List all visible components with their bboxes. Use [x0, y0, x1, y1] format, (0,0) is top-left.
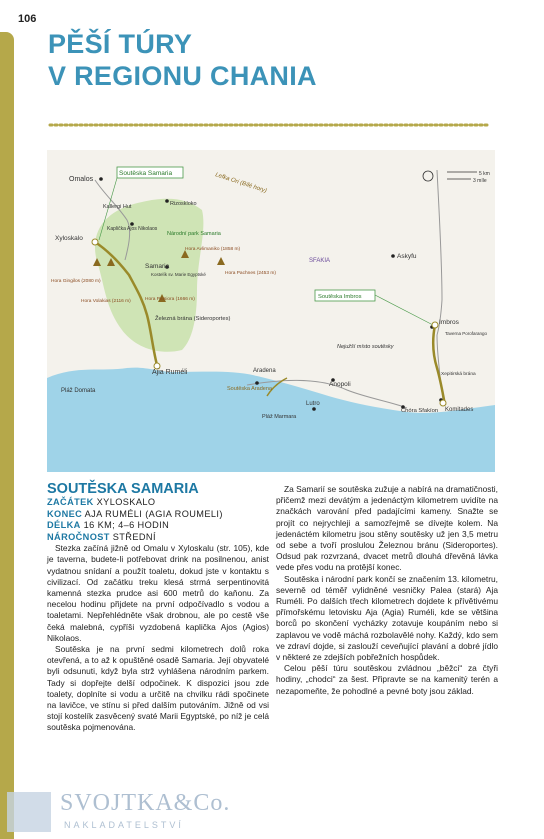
section-title: SOUTĚSKA SAMARIA [47, 481, 199, 497]
map-label-rizoskloko: Rizoskloko [170, 201, 197, 207]
map-label-patsiora: Hora Patsiora (1666 m) [145, 297, 195, 302]
map-label-gingilos: Hora Gingilos (2080 m) [51, 279, 101, 284]
map-label-omalos: Omalos [69, 176, 94, 183]
paragraph: Celou pěší túru soutěskou zvládnou „běžci“ za čtyři hodiny, „chodci“ za šest. Připravte se na kamenitý terén a nezapomeňte, že pohodlné a pevné boty jsou základ. [276, 663, 498, 696]
map-label-imbros: Imbros [439, 319, 459, 326]
map-label-lutro: Lutro [306, 401, 320, 407]
map-label-pachnes: Hora Pachnes (2453 m) [225, 271, 276, 276]
side-color-bar [0, 32, 14, 839]
map-label-askyfu: Askyfu [397, 253, 417, 260]
map-label-komitades: Komitades [445, 407, 474, 413]
map-label-plaz-marmara: Pláž Marmara [262, 414, 297, 420]
dotted-divider [48, 122, 492, 128]
info-row: ZAČÁTEK XYLOSKALO [47, 497, 156, 508]
map-label-taverna: Taverna Porofarango [445, 331, 488, 336]
publisher-logo [0, 788, 230, 839]
map-label-anopoli: Anopoli [329, 381, 351, 388]
map-scale-km: 5 km [479, 171, 490, 177]
map-label-avlimaniko: Hora Avlimaniko (1858 m) [185, 247, 241, 252]
map-label-volakias: Hora Volakias (2116 m) [81, 299, 131, 304]
info-row: DÉLKA 16 KM; 4–6 HODIN [47, 520, 170, 531]
map-label-souteska-aradena: Soutěska Aradena [227, 386, 272, 392]
map-label-kallergi-hut: Kallergi Hut [103, 204, 132, 210]
info-row: KONEC AJA RUMÉLI (AGIA ROUMELI) [47, 508, 223, 519]
page-number: 106 [18, 13, 37, 25]
map-label-narodni-park: Národní park Samaria [167, 231, 221, 237]
map [47, 150, 495, 472]
logo-sub: NAKLADATELSTVÍ [64, 820, 184, 830]
logo-name: SVOJTKA&Co. [60, 790, 231, 816]
logo-mark [7, 792, 51, 832]
map-label-xyloskalo: Xyloskalo [55, 235, 83, 242]
right-column [276, 484, 498, 697]
title-line-2: V REGIONU CHANIA [48, 61, 317, 91]
info-row: NÁROČNOST STŘEDNÍ [47, 531, 156, 542]
map-label-zelezna-brana: Železná brána (Sideroportes) [155, 316, 231, 322]
map-label-kaplicka: Kaplička Ajos Nikolaos [107, 226, 158, 232]
map-label-plaz-domata: Pláž Domata [61, 388, 96, 394]
left-column [47, 481, 269, 734]
page-title [48, 28, 317, 92]
map-label-agia-roumeli: Ajia Ruméli [152, 369, 188, 376]
map-label-kostelik: Kostelík sv. Marie Egyptské [151, 272, 206, 277]
paragraph: Stezka začíná jižně od Omalu v Xyloskalu (str. 105), kde je taverna, budete-li potřebovat drink na posilnenou, anist vydatnou snídaní a použít toaletu, dokud jste v kontaktu s civilizací. Od začátku treku klesá strmá serpentinovitá kamenná stezka prudce asi 600 metrů do kaňonu. Za necelou hodinu přijdete na první odpočívadlo s vodou a toaletami. Nepřehlédněte však drobnou, ale po cestě vše čeká malebná, cypříši vyzdobená kaplička Ajos (Agios) Nikolaos. [47, 543, 269, 643]
map-label-souteska-samaria: Soutěska Samaria [119, 170, 173, 177]
map-label-xepitirska: Xepitirská brána [441, 372, 476, 377]
map-label-samaria: Samaria [145, 263, 170, 270]
paragraph: Soutěska i národní park končí se značením 13. kilometru, severně od téměř vylidněné vesničky Palea (stará) Aja Ruméli. Po dalších třech kilometrech dojdete k přívětivému přímořskému letovisku Aja (Agia) Ruméli, kde se většina borců po skončení vycházky zotavuje koupáním nebo si zaplavou ve vodě máchá rozbolavělé nohy. Každý, kdo sem ve zdraví dojde, si zaslouží ceveňující plavání a dobré jídlo v některé ze zdejších pobřežních hospůdek. [276, 573, 498, 663]
paragraph: Soutěska je na první sedmi kilometrech dolů roka otevřená, a to až k opuštěné osadě Samaria. Její obyvatelé byli odsunuti, když byla strž vyhlášena národním parkem. Tady si dopřejte delší odpočinek. K dispozici jsou zde toalety, doplníte si vodu a určitě na chvilku rádi spočinete na lavičce, ve stínu si před dalším putováním. Jižně od vsi stojí kostelík zasvěcený svaté Marii Egyptské, po níž je celá soutěska pojmenována. [47, 644, 269, 733]
map-label-aradena: Aradena [253, 368, 276, 374]
title-line-1: PĚŠÍ TÚRY [48, 29, 193, 59]
map-scale-mi: 3 míle [473, 178, 487, 184]
map-label-nejuzsi: Nejužší místo soutěsky [337, 344, 394, 350]
map-label-sfakia: SFAKIA [309, 258, 331, 264]
info-block [47, 497, 269, 543]
paragraph: Za Samarií se soutěska zužuje a nabírá na dramatičnosti, přičemž mezi devátým a jedenáctým kilometrem uvidíte na značkách varování před padajícími kameny. Snažte se projít co nejrychleji a samozřejmě se dívejte kolem. Na jedenáctém kilometru jsou stěny soutěsky už jen 3,5 metru od sebe a tvoří proslulou Železnou bránu (Sideroportes). Odsud pak rozvrzaná, dvacet metrů dlouhá dřevěná lávka vede přes vodu na protější konec. [276, 484, 498, 573]
map-label-lefka-ori: Lefka Ori (Bílé hory) [214, 172, 268, 195]
map-label-souteska-imbros: Soutěska Imbros [318, 294, 362, 300]
map-label-chora-sfakion: Chóra Sfakíon [401, 408, 439, 414]
